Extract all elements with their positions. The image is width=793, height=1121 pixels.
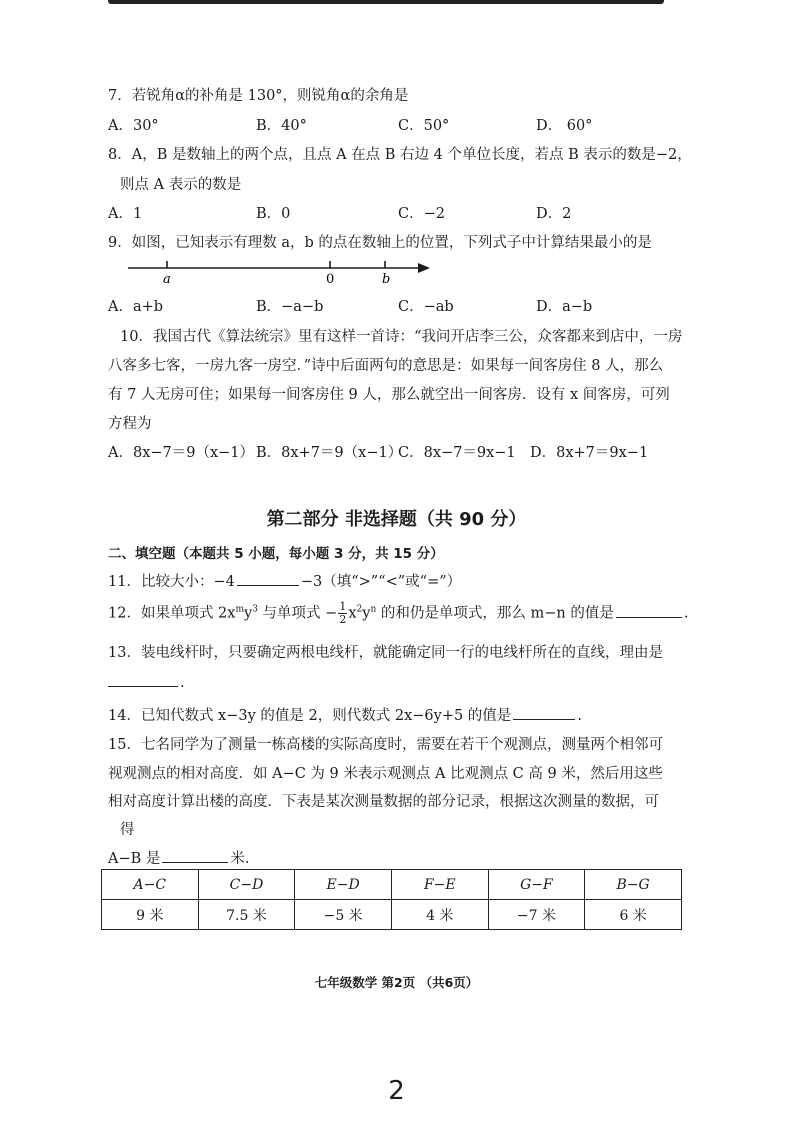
table-cell: 7.5 米 — [198, 900, 295, 930]
table-cell: −5 米 — [295, 900, 392, 930]
fill-in-heading: 二、填空题（本题共 5 小题，每小题 3 分，共 15 分） — [108, 546, 444, 562]
q12-fraction-den: 2 — [339, 613, 347, 626]
table-header-cell: F−E — [423, 876, 456, 893]
q15-answer-label: A−B 是 — [108, 851, 161, 867]
number-line-arrow-icon — [418, 263, 430, 273]
q12-end: . — [683, 605, 689, 622]
q12-exp-n: n — [370, 604, 377, 615]
q14-text: 14．已知代数式 x−3y 的值是 2，则代数式 2x−6y+5 的值是 — [108, 708, 512, 724]
q10-option-b: B．8x+7＝9（x−1） — [256, 445, 403, 461]
q8-option-a: A．1 — [108, 206, 143, 222]
q10-option-d: D．8x+7＝9x−1 — [530, 445, 649, 461]
q11-answer-blank[interactable] — [237, 571, 299, 586]
q12-var-y2: y — [362, 605, 371, 622]
label-a: a — [163, 272, 171, 286]
q12-exp-3: 3 — [252, 604, 258, 615]
number-line-figure — [126, 256, 436, 286]
question-10-line3: 有 7 人无房可住；如果每一间客房住 9 人，那么就空出一间客房．设有 x 间客房，可列 — [108, 387, 670, 403]
question-15-line1: 15．七名同学为了测量一栋高楼的实际高度时，需要在若干个观测点，测量两个相邻可 — [108, 737, 663, 753]
page-footer: 七年级数学 第2页 （共6页） — [314, 975, 479, 990]
table-cell: 4 米 — [391, 900, 488, 930]
label-b: b — [382, 272, 391, 286]
q12-text-2: 与单项式 − — [257, 605, 338, 622]
q15-answer-blank[interactable] — [162, 848, 228, 863]
measurement-table — [101, 869, 682, 930]
q9-option-b: B．−a−b — [256, 299, 324, 315]
table-header-cell: G−F — [520, 876, 553, 893]
question-10-line2: 八客多七客，一房九客一房空．”诗中后面两句的意思是：如果每一间客房住 8 人，那么 — [108, 358, 664, 374]
q7-option-d: D． 60° — [536, 118, 593, 134]
question-10-line1: 10．我国古代《算法统宗》里有这样一首诗：“我问开店李三公，众客都来到店中，一房 — [120, 329, 683, 345]
question-8-stem-cont: 则点 A 表示的数是 — [120, 177, 242, 193]
q8-option-d: D．2 — [536, 206, 572, 222]
q12-fraction — [338, 601, 347, 626]
table-header-row — [102, 870, 682, 900]
q9-option-d: D．a−b — [536, 299, 593, 315]
q9-option-a: A．a+b — [108, 299, 164, 315]
q12-fraction-num: 1 — [339, 600, 347, 613]
page-top-edge — [108, 0, 664, 4]
question-13-answer — [108, 672, 185, 691]
page-number: 2 — [388, 1076, 405, 1106]
q9-option-c: C．−ab — [398, 299, 454, 315]
table-cell: 9 米 — [102, 900, 199, 930]
q12-var-x: x — [348, 605, 357, 622]
question-12 — [108, 601, 688, 626]
question-7-stem: 7．若锐角α的补角是 130°，则锐角α的余角是 — [108, 88, 409, 104]
table-header-cell: E−D — [326, 876, 360, 893]
question-11 — [108, 570, 461, 591]
q12-exp-m: m — [235, 604, 245, 615]
q7-option-b: B．40° — [256, 118, 307, 134]
q8-option-c: C．−2 — [398, 206, 445, 222]
question-10-line4: 方程为 — [108, 416, 152, 432]
part-two-title: 第二部分 非选择题（共 90 分） — [266, 509, 527, 530]
table-header-cell: B−G — [616, 876, 650, 893]
table-cell: 6 米 — [585, 900, 682, 930]
question-15-line2: 视观测点的相对高度．如 A−C 为 9 米表示观测点 A 比观测点 C 高 9 米，然后用这些 — [108, 766, 663, 782]
q13-answer-blank[interactable] — [108, 672, 178, 687]
q14-answer-blank[interactable] — [513, 705, 575, 720]
q13-end: . — [180, 675, 185, 691]
question-14 — [108, 704, 582, 725]
q12-text-3: 的和仍是单项式，那么 m−n 的值是 — [376, 605, 614, 622]
table-header-cell: A−C — [133, 876, 167, 893]
question-9-stem: 9．如图，已知表示有理数 a，b 的点在数轴上的位置，下列式子中计算结果最小的是 — [108, 235, 652, 251]
question-15-line3: 相对高度计算出楼的高度．下表是某次测量数据的部分记录，根据这次测量的数据，可 — [108, 794, 659, 810]
q12-answer-blank[interactable] — [616, 603, 682, 618]
question-8-stem: 8．A，B 是数轴上的两个点，且点 A 在点 B 右边 4 个单位长度，若点 B 表示的数是−2， — [108, 147, 692, 163]
q12-exp-2: 2 — [356, 604, 363, 615]
q8-option-b: B．0 — [256, 206, 291, 222]
label-zero: 0 — [326, 272, 335, 286]
table-cell: −7 米 — [488, 900, 585, 930]
q7-option-c: C．50° — [398, 118, 450, 134]
q15-answer-unit: 米. — [230, 851, 250, 867]
q12-text-1: 12．如果单项式 2x — [108, 605, 236, 622]
q10-option-a: A．8x−7＝9（x−1） — [108, 445, 255, 461]
table-row — [102, 900, 682, 930]
q12-var-y: y — [244, 605, 253, 622]
table-header-cell: C−D — [229, 876, 264, 893]
question-15-answer — [108, 847, 250, 868]
q10-option-c: C．8x−7＝9x−1 — [398, 445, 516, 461]
question-13: 13．装电线杆时，只要确定两根电线杆，就能确定同一行的电线杆所在的直线，理由是 — [108, 645, 663, 661]
q7-option-a: A．30° — [108, 118, 159, 134]
q14-end: . — [577, 708, 582, 724]
q11-before: 11．比较大小：−4 — [108, 574, 235, 590]
q11-after: −3（填“>”“<”或“=”） — [300, 574, 462, 590]
question-15-line4: 得 — [120, 822, 135, 838]
